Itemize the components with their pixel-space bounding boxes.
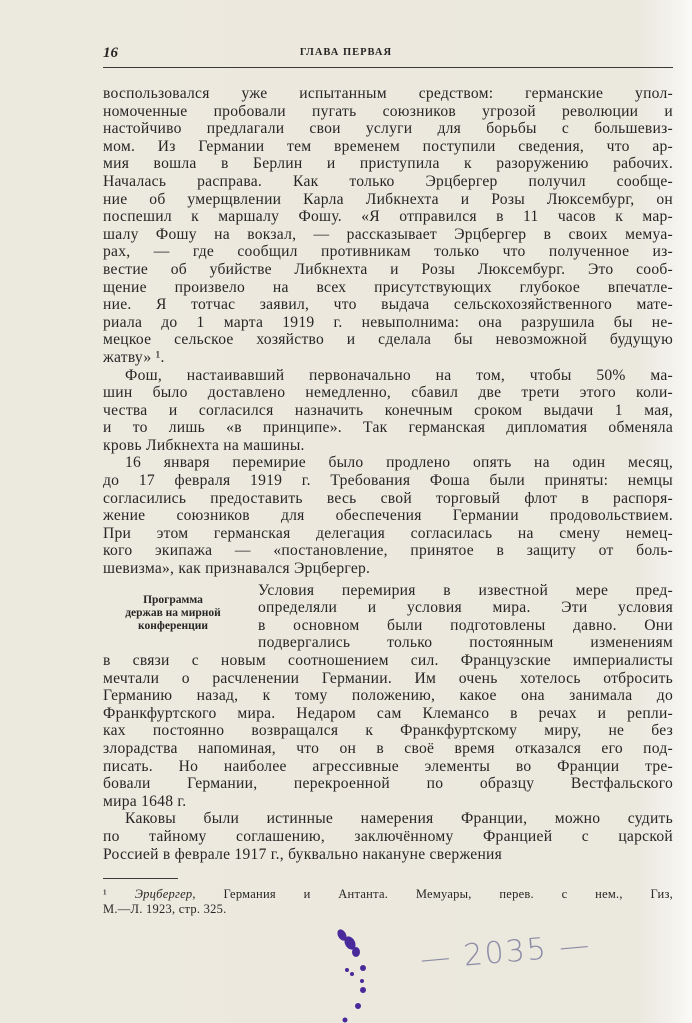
text-line: Россией в феврале 1917 г., буквально накануне свержения <box>103 845 503 863</box>
text-line: Германию назад, к тому положению, какое она занимала до <box>103 687 673 705</box>
text-line: ние об умерщвлении Карла Либкнехта и Розы Люксембург, он <box>103 190 673 208</box>
page-number: 16 <box>103 45 118 61</box>
text-line: подвергались только постоянным изменениям <box>258 634 673 652</box>
text-line: мом. Из Германии тем временем поступили сведения, что ар- <box>103 137 673 155</box>
side-heading-block <box>103 582 673 652</box>
paragraph <box>103 582 673 811</box>
margin-heading-line: держав на мирной <box>125 606 221 619</box>
footnote-rule <box>103 878 178 879</box>
text-line: номоченные пробовали пугать союзников угрозой революции и <box>103 102 673 120</box>
text-line: Условия перемирия в известной мере пред- <box>258 581 673 599</box>
handwritten-inventory-number: — 2035 — <box>418 927 593 978</box>
text-line: поспешил к маршалу Фошу. «Я отправился в 11 часов к мар- <box>103 208 673 226</box>
text-line: 16 января перемирие было продлено опять на один месяц, <box>125 454 673 472</box>
text-line: злорадства напоминая, что он в своё время отказался его под- <box>103 739 673 757</box>
text-line: риала до 1 марта 1919 г. невыполнима: она разрушила бы не- <box>103 313 673 331</box>
footnote-line-1 <box>103 887 673 902</box>
footnote-line-2: М.—Л. 1923, стр. 325. <box>103 902 227 916</box>
text-line: ние. Я тотчас заявил, что выдача сельскохозяйственного мате- <box>103 296 673 314</box>
footnote-author: Эрцбергер, <box>134 887 196 901</box>
paragraph <box>103 85 673 367</box>
text-line: мецкое сельское хозяйство и сделала бы невозможной будущую <box>103 331 673 349</box>
text-line: шевизма», как признавался Эрцбергер. <box>103 560 371 578</box>
text-line: определяли и условия мира. Эти условия <box>258 599 673 617</box>
text-line: шалу Фошу на вокзал, — рассказывает Эрцбергер в своих мемуа- <box>103 225 673 243</box>
text-line: ках постоянно возвращался к Франкфуртскому миру, не без <box>103 722 673 740</box>
text-line: по тайному соглашению, заключённому Францией с царской <box>103 827 673 845</box>
text-line: воспользовался уже испытанным средством: германские упол- <box>103 85 673 102</box>
text-line: Началась расправа. Как только Эрцбергер получил сообще- <box>103 172 673 190</box>
margin-heading-line: конференции <box>138 619 208 632</box>
text-line: жение союзников для обеспечения Германии продовольствием. <box>103 507 673 525</box>
footnote-text: Германия и Антанта. Мемуары, перев. с нем., Гиз, <box>223 887 673 901</box>
text-line: щение произвело на всех присутствующих глубокое впечатле- <box>103 278 673 296</box>
library-stamp-fragment <box>280 910 420 1023</box>
paragraph <box>103 367 673 455</box>
text-line: жатву» ¹. <box>103 348 165 366</box>
footnote-marker: ¹ <box>103 887 107 901</box>
text-line: бовали Германии, перекроенной по образцу Вестфальского <box>103 775 673 793</box>
text-line: писать. Но наиболее агрессивные элементы во Франции тре- <box>103 757 673 775</box>
margin-heading-line: Программа <box>143 593 203 606</box>
text-line: рах, — где сообщил противникам только что полученное из- <box>103 243 673 261</box>
text-line: кого экипажа — «постановление, принятое в защиту от боль- <box>103 542 673 560</box>
running-header-chapter-title: ГЛАВА ПЕРВАЯ <box>299 47 393 58</box>
text-line: и то лишь «в принципе». Так германская дипломатия обменяла <box>103 419 673 437</box>
text-line: настойчиво предлагали свои услуги для борьбы с большевиз- <box>103 120 673 138</box>
text-line: Франкфуртского мира. Недаром сам Клемансо в речах и репли- <box>103 704 673 722</box>
header-rule <box>103 67 673 68</box>
margin-heading <box>103 594 243 633</box>
text-line: мечтали о расчленении Германии. Им очень хотелось отбросить <box>103 669 673 687</box>
text-line: При этом германская делегация согласилась на смену немец- <box>103 524 673 542</box>
text-line: в основном были подготовлены давно. Они <box>258 616 673 634</box>
body-text <box>103 85 673 863</box>
text-line: в связи с новым соотношением сил. Французские империалисты <box>103 652 673 669</box>
text-line: шин было доставлено немедленно, сбавил две трети этого коли- <box>103 384 673 402</box>
paragraph <box>103 454 673 577</box>
text-line: Каковы были истинные намерения Франции, можно судить <box>125 810 673 828</box>
text-line: Фош, настаивавший первоначально на том, чтобы 50% ма- <box>125 366 673 384</box>
text-line: чества и согласился назначить конечным сроком выдачи 1 мая, <box>103 401 673 419</box>
text-line: вестие об убийстве Либкнехта и Розы Люксембург. Это сооб- <box>103 260 673 278</box>
text-line: мия вошла в Берлин и приступила к разоружению рабочих. <box>103 155 673 173</box>
text-line: мира 1648 г. <box>103 792 187 810</box>
text-line: кровь Либкнехта на машины. <box>103 436 305 454</box>
paragraph <box>103 810 673 863</box>
text-line: до 17 февраля 1919 г. Требования Фоша были приняты: немцы <box>103 472 673 490</box>
text-line: согласились предоставить весь свой торговый флот в распоря- <box>103 489 673 507</box>
